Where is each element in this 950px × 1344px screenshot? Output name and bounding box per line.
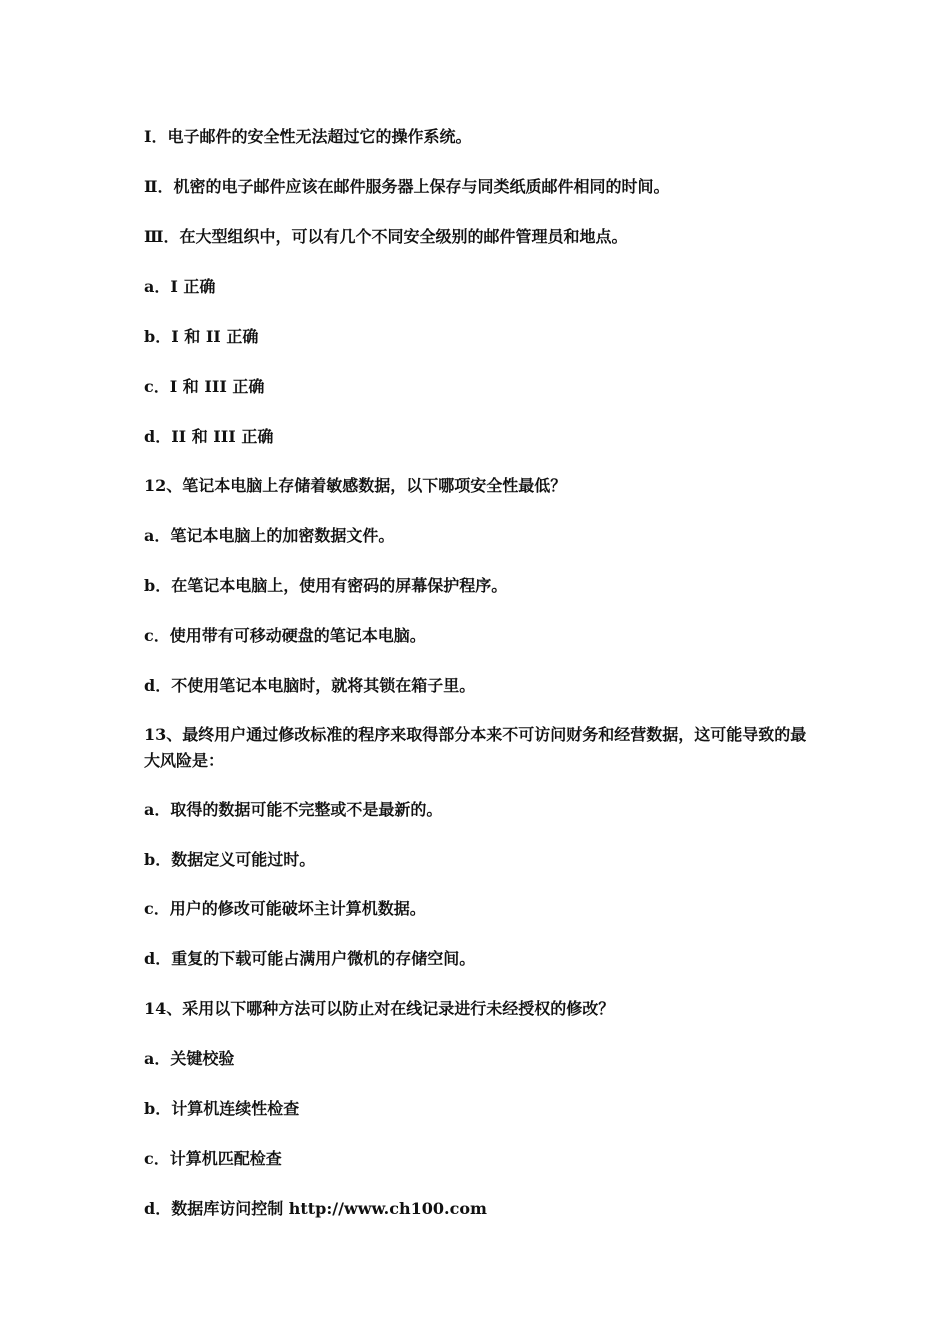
question-14: 14、采用以下哪种方法可以防止对在线记录进行未经授权的修改？ [144,999,615,1018]
option-d: d．II 和 III 正确 [144,427,274,446]
question-12: 12、笔记本电脑上存储着敏感数据，以下哪项安全性最低？ [144,476,567,495]
option-d: d．重复的下载可能占满用户微机的存储空间。 [144,949,476,968]
statement-ii: Ⅱ．机密的电子邮件应该在邮件服务器上保存与同类纸质邮件相同的时间。 [144,177,670,196]
option-c: c．使用带有可移动硬盘的笔记本电脑。 [144,626,426,645]
option-c: c．计算机匹配检查 [144,1149,282,1168]
option-d: d．数据库访问控制 http://www.ch100.com [144,1199,487,1218]
option-b: b．数据定义可能过时。 [144,850,316,869]
option-a: a．I 正确 [144,277,216,296]
option-b: b．在笔记本电脑上，使用有密码的屏幕保护程序。 [144,576,508,595]
statement-i: Ⅰ．电子邮件的安全性无法超过它的操作系统。 [144,127,472,146]
option-a: a．关键校验 [144,1049,235,1068]
option-d: d．不使用笔记本电脑时，就将其锁在箱子里。 [144,676,476,695]
option-b: b．I 和 II 正确 [144,327,259,346]
option-c: c．用户的修改可能破坏主计算机数据。 [144,899,426,918]
option-a: a．取得的数据可能不完整或不是最新的。 [144,800,443,819]
option-c: c．I 和 III 正确 [144,377,265,396]
statement-iii: Ⅲ．在大型组织中，可以有几个不同安全级别的邮件管理员和地点。 [144,227,628,246]
option-a: a．笔记本电脑上的加密数据文件。 [144,526,395,545]
question-13: 13、最终用户通过修改标准的程序来取得部分本来不可访问财务和经营数据，这可能导致的最大风险是： [144,725,807,770]
option-b: b．计算机连续性检查 [144,1099,300,1118]
